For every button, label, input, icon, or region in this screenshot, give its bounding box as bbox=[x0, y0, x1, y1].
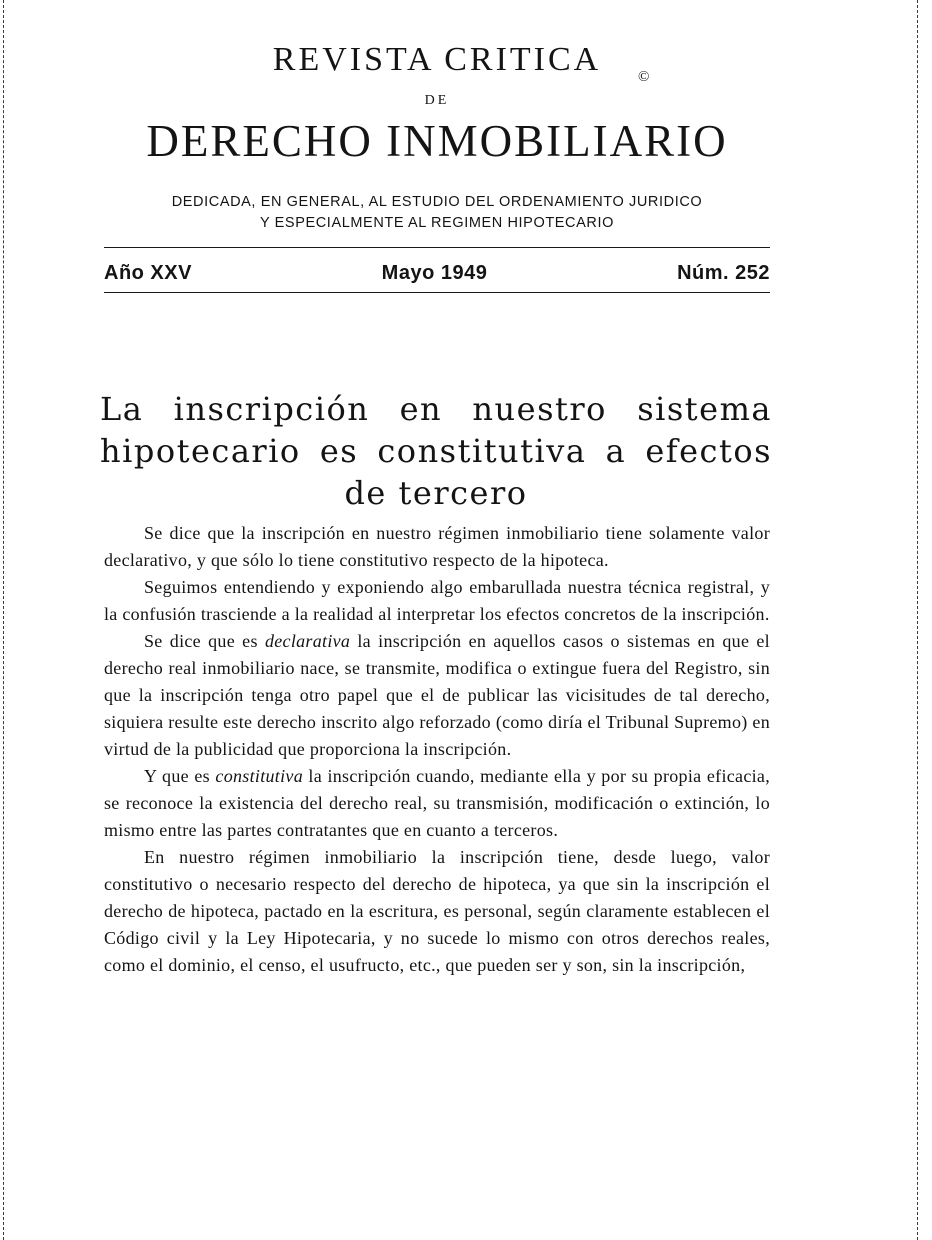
article-body bbox=[104, 520, 770, 979]
paragraph-text: Y que es bbox=[144, 766, 216, 786]
journal-title-derecho-inmobiliario: DERECHO INMOBILIARIO bbox=[146, 116, 728, 166]
italic-term-constitutiva: constitutiva bbox=[215, 766, 303, 786]
paragraph-text: la inscripción en aquellos casos o sistemas en que el derecho real inmobiliario nace, se transmite, modifica o extingue fuera del Registro, sin que la inscripción tenga otro papel que el de publicar las vicisitudes de tal derecho, siquiera resulte este derecho inscrito algo reforzado (como diría el Tribunal Supremo) en virtud de la publicidad que proporciona la inscripción. bbox=[104, 631, 770, 759]
paragraph bbox=[104, 844, 770, 979]
issue-year: Año XXV bbox=[104, 262, 192, 284]
paragraph-text: Se dice que es bbox=[144, 631, 265, 651]
paragraph-text: En nuestro régimen inmobiliario la inscripción tiene, desde luego, valor constitutivo o necesario respecto del derecho de hipoteca, ya que sin la inscripción el derecho de hipoteca, pactado en la escritura, es personal, según claramente establecen el Código civil y la Ley Hipotecaria, y no sucede lo mismo con otros derechos reales, como el dominio, el censo, el usufructo, etc., que pueden ser y son, sin la inscripción, bbox=[104, 847, 770, 975]
issue-date: Mayo 1949 bbox=[381, 262, 488, 284]
journal-title-line1 bbox=[104, 40, 770, 85]
paragraph bbox=[104, 520, 770, 574]
publisher-seal-icon: © bbox=[638, 69, 653, 85]
paragraph bbox=[104, 763, 770, 844]
scan-border-right bbox=[917, 0, 918, 1240]
paragraph bbox=[104, 574, 770, 628]
dedication-line-2: Y ESPECIALMENTE AL REGIMEN HIPOTECARIO bbox=[260, 215, 614, 231]
journal-dedication bbox=[104, 192, 770, 234]
paragraph bbox=[104, 628, 770, 763]
article-title-line: hipotecario es constitutiva a efectos bbox=[100, 432, 772, 471]
article-title-line: de tercero bbox=[344, 474, 528, 513]
article-title-line: La inscripción en nuestro sistema bbox=[100, 390, 772, 429]
paragraph-text: la inscripción cuando, mediante ella y por su propia eficacia, se reconoce la existencia del derecho real, su transmisión, modificación o extinción, lo mismo entre las partes contratantes que en cuanto a terceros. bbox=[104, 766, 770, 840]
journal-title-de: DE bbox=[424, 93, 450, 108]
paragraph-text: Se dice que la inscripción en nuestro régimen inmobiliario tiene solamente valor declarativo, y que sólo lo tiene constitutivo respecto de la hipoteca. bbox=[104, 523, 770, 570]
journal-title-revista-critica: REVISTA CRITICA bbox=[272, 41, 602, 78]
journal-masthead bbox=[104, 40, 770, 166]
scan-border-left bbox=[3, 0, 4, 1240]
issue-number: Núm. 252 bbox=[677, 262, 770, 284]
article-title bbox=[100, 388, 772, 514]
dedication-line-1: DEDICADA, EN GENERAL, AL ESTUDIO DEL ORDENAMIENTO JURIDICO bbox=[171, 194, 703, 210]
paragraph-text: Seguimos entendiendo y exponiendo algo embarullada nuestra técnica registral, y la confusión trasciende a la realidad al interpretar los efectos concretos de la inscripción. bbox=[104, 577, 770, 624]
issue-info-bar bbox=[104, 260, 770, 286]
divider-top bbox=[104, 247, 770, 248]
divider-bottom bbox=[104, 292, 770, 293]
italic-term-declarativa: declarativa bbox=[264, 631, 351, 651]
